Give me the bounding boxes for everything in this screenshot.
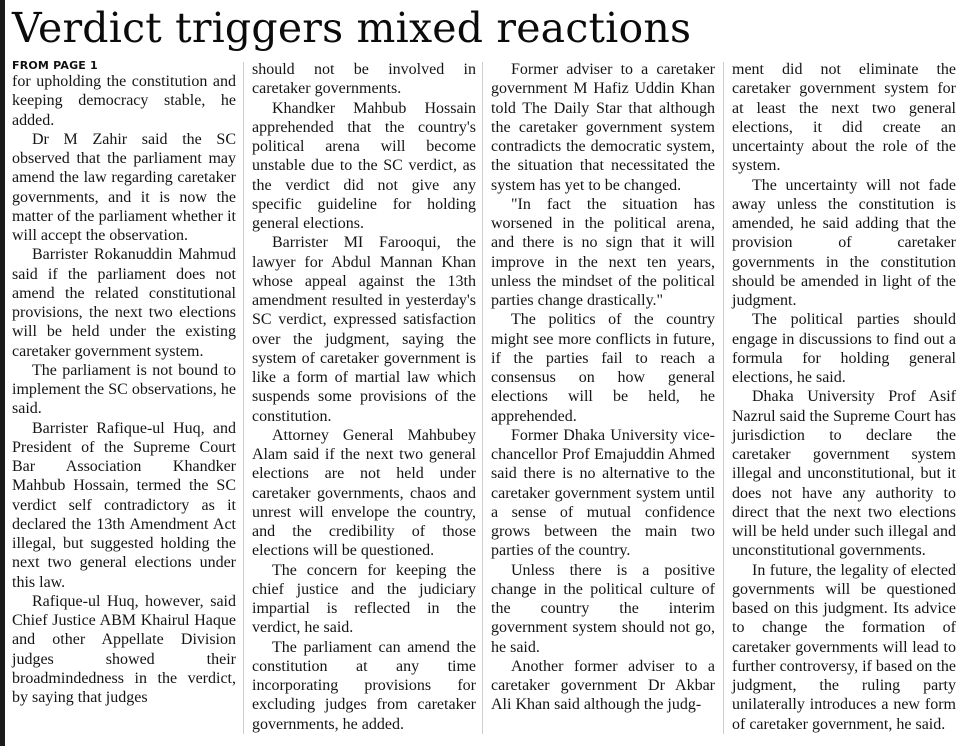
article-paragraph: Khandker Mahbub Hossain apprehended that the country's political arena will become unstable due to the SC verdict, as the verdict did not give any specific guideline for holding general elections. [252, 99, 476, 232]
article-column-1 [12, 60, 236, 707]
article-paragraph: Rafique-ul Huq, however, said Chief Justice ABM Khairul Haque and other Appellate Division judges showed their broadmindedness in the verdict, by saying that judges [12, 592, 236, 706]
article-paragraph: ment did not eliminate the caretaker government system for at least the next two general elections, it did create an uncertainty about the role of the system. [732, 61, 956, 175]
article-column-2 [252, 60, 476, 734]
column-divider [243, 62, 244, 734]
article-paragraph: Former Dhaka University vice-chancellor Prof Emajuddin Ahmed said there is no alternative to the caretaker government system until a sense of mutual confidence grows between the main two parties of the country. [491, 426, 715, 560]
article-paragraph: Dr M Zahir said the SC observed that the parliament may amend the law regarding caretaker governments, and it is now the matter of the parliament whether it will accept the observation. [12, 130, 236, 244]
column-divider [723, 62, 724, 734]
article-column-4 [732, 60, 956, 734]
article-paragraph: for upholding the constitution and keeping democracy stable, he added. [12, 73, 236, 129]
article-paragraph: The political parties should engage in discussions to find out a formula for holding general elections, he said. [732, 311, 956, 386]
article-paragraph: The parliament can amend the constitution at any time incorporating provisions for excluding judges from caretaker governments, he added. [252, 638, 476, 733]
article-paragraph: The politics of the country might see more conflicts in future, if the parties fail to reach a consensus on how general elections will be held, he apprehended. [491, 311, 715, 425]
article-paragraph: The uncertainty will not fade away unless the constitution is amended, he said adding that the provision of caretaker governments in the constitution should be amended in light of the judgment. [732, 176, 956, 309]
article-paragraph: Barrister Rafique-ul Huq, and President of the Supreme Court Bar Association Khandker Mahbub Hossain, termed the SC verdict self contradictory as it declared the 13th Amendment Act illegal, but suggested holding the next two general elections under this law. [12, 419, 236, 591]
article-paragraph: Attorney General Mahbubey Alam said if the next two general elections are not held under caretaker governments, chaos and unrest will envelope the country, and the credibility of those elections will be questioned. [252, 426, 476, 560]
article-paragraph: The parliament is not bound to implement the SC observations, he said. [12, 361, 236, 418]
article-paragraph: Another former adviser to a caretaker government Dr Akbar Ali Khan said although the judg- [491, 657, 715, 714]
article-paragraph: Unless there is a positive change in the political culture of the country the interim government system should not go, he said. [491, 561, 715, 656]
column-divider [482, 62, 483, 734]
article-paragraph: should not be involved in caretaker governments. [252, 61, 476, 98]
article-paragraph: "In fact the situation has worsened in the political arena, and there is no sign that it will improve in the next ten years, unless the mindset of the political parties change drastically." [491, 195, 715, 309]
article-paragraph: Former adviser to a caretaker government M Hafiz Uddin Khan told The Daily Star that although the caretaker government system contradicts the democratic system, the situation that necessitated the system has yet to be changed. [491, 61, 715, 194]
article-paragraph: Barrister MI Farooqui, the lawyer for Abdul Mannan Khan whose appeal against the 13th amendment resulted in yesterday's SC verdict, expressed satisfaction over the judgment, saying the system of caretaker government is like a form of martial law which suspends some provisions of the constitution. [252, 234, 476, 425]
continuation-label: FROM PAGE 1 [12, 59, 98, 72]
page-edge-border [0, 0, 5, 746]
article-column-3 [491, 60, 715, 715]
article-paragraph: The concern for keeping the chief justice and the judiciary impartial is reflected in the verdict, he said. [252, 561, 476, 637]
article-paragraph: Dhaka University Prof Asif Nazrul said the Supreme Court has jurisdiction to declare the caretaker government system illegal and unconstitutional, but it does not have any authority to direct that the next two elections will be held under such illegal and unconstitutional governments. [732, 388, 956, 560]
article-headline: Verdict triggers mixed reactions [12, 4, 692, 52]
article-paragraph: Barrister Rokanuddin Mahmud said if the parliament does not amend the related constitutional provisions, the next two elections will be held under the existing caretaker government system. [12, 246, 236, 360]
article-paragraph: In future, the legality of elected governments will be questioned based on this judgment. Its advice to change the formation of caretaker governments will lead to further controversy, if based on the judgment, the ruling party unilaterally introduces a new form of caretaker government, he said. [732, 561, 956, 733]
